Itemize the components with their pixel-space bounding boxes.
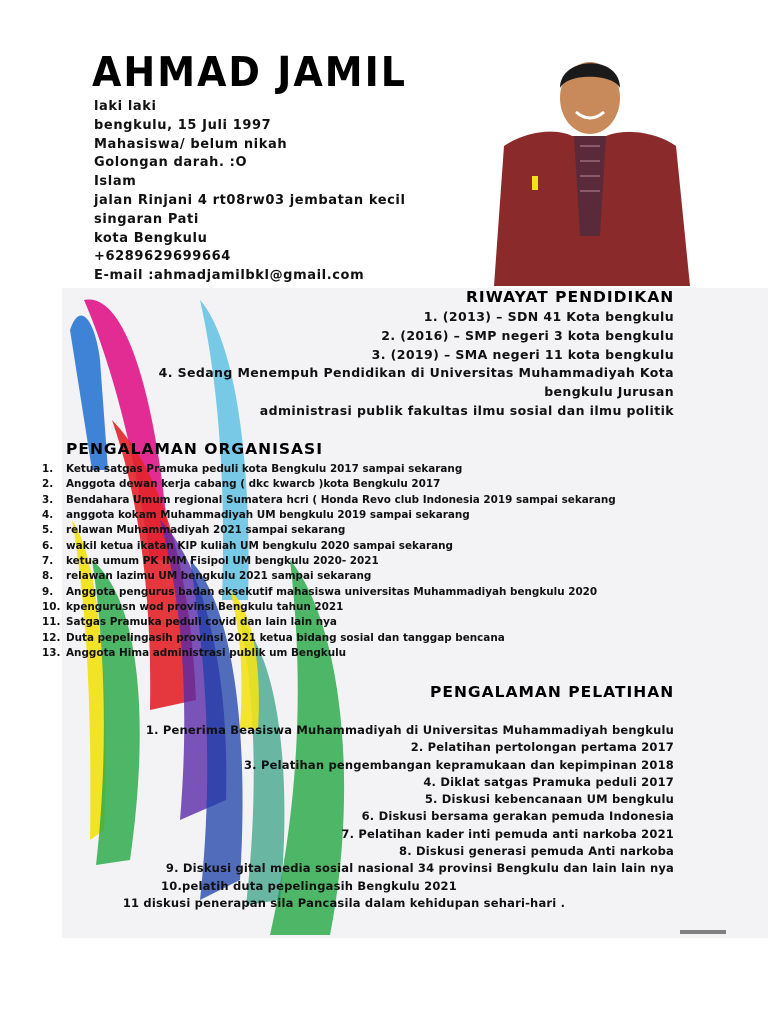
training-item: 5. Diskusi kebencanaan UM bengkulu xyxy=(424,792,674,807)
list-number: 3. xyxy=(42,493,54,506)
list-text: anggota kokam Muhammadiyah UM bengkulu 2019 sampai sekarang xyxy=(66,509,470,522)
training-item: 2. Pelatihan pertolongan pertama 2017 xyxy=(410,740,674,755)
list-text: relawan Muhammadiyah 2021 sampai sekarang xyxy=(66,524,346,537)
detail-address-1: jalan Rinjani 4 rt08rw03 jembatan kecil xyxy=(94,192,406,208)
list-number: 10. xyxy=(42,601,61,614)
list-text: Anggota pengurus badan eksekutif mahasiswa universitas Muhammadiyah bengkulu 2020 xyxy=(66,585,598,598)
education-item: 4. Sedang Menempuh Pendidikan di Universitas Muhammadiyah Kota xyxy=(158,365,674,381)
education-title: RIWAYAT PENDIDIKAN xyxy=(466,288,675,306)
detail-blood-type: Golongan darah. :O xyxy=(94,155,248,171)
education-item: bengkulu Jurusan xyxy=(544,384,674,400)
training-list xyxy=(54,722,674,912)
detail-status: Mahasiswa/ belum nikah xyxy=(94,136,288,152)
list-text: Ketua satgas Pramuka peduli kota Bengkulu 2017 sampai sekarang xyxy=(66,463,463,475)
list-item xyxy=(42,569,616,584)
list-text: ketua umum PK IMM Fisipol UM bengkulu 2020- 2021 xyxy=(66,555,379,568)
list-item xyxy=(42,493,616,508)
personal-details xyxy=(94,98,406,286)
list-number: 2. xyxy=(42,478,54,491)
training-item: 11 diskusi penerapan sila Pancasila dalam kehidupan sehari-hari . xyxy=(122,895,566,910)
list-number: 8. xyxy=(42,570,54,583)
list-number: 7. xyxy=(42,555,54,568)
education-item: 2. (2016) – SMP negeri 3 kota bengkulu xyxy=(381,327,674,343)
detail-phone: +6289629699664 xyxy=(94,249,231,265)
list-item xyxy=(42,646,616,661)
watermark-stamp xyxy=(680,927,728,937)
detail-address-2: singaran Pati xyxy=(94,211,199,227)
education-item: administrasi publik fakultas ilmu sosial dan ilmu politik xyxy=(259,402,674,418)
badge-yellow xyxy=(532,176,538,190)
list-text: Duta pepelingasih provinsi 2021 ketua bidang sosial dan tanggap bencana xyxy=(66,631,505,644)
detail-religion: Islam xyxy=(94,174,137,190)
list-item xyxy=(42,585,616,600)
training-item: 6. Diskusi bersama gerakan pemuda Indonesia xyxy=(361,809,674,824)
training-item: 10.pelatih duta pepelingasih Bengkulu 2021 xyxy=(161,878,457,893)
detail-city: kota Bengkulu xyxy=(94,230,208,246)
list-number: 1. xyxy=(42,463,54,475)
profile-photo xyxy=(476,36,704,288)
list-number: 4. xyxy=(42,509,54,522)
list-item xyxy=(42,462,616,477)
person-name: AHMAD JAMIL xyxy=(92,48,407,96)
list-item xyxy=(42,554,616,569)
organization-title: PENGALAMAN ORGANISASI xyxy=(66,440,323,458)
list-item xyxy=(42,615,616,630)
list-text: Bendahara Umum regional Sumatera hcri ( Honda Revo club Indonesia 2019 sampai sekarang xyxy=(66,493,616,506)
list-text: Anggota dewan kerja cabang ( dkc kwarcb )kota Bengkulu 2017 xyxy=(66,478,441,491)
training-item: 3. Pelatihan pengembangan kepramukaan dan kepimpinan 2018 xyxy=(243,757,674,772)
list-number: 9. xyxy=(42,585,54,598)
list-text: Satgas Pramuka peduli covid dan lain lain nya xyxy=(66,616,337,629)
list-item xyxy=(42,631,616,646)
list-number: 5. xyxy=(42,524,54,537)
list-number: 12. xyxy=(42,631,61,644)
education-list xyxy=(114,308,674,421)
list-item xyxy=(42,523,616,538)
list-number: 6. xyxy=(42,539,54,552)
training-title: PENGALAMAN PELATIHAN xyxy=(430,683,675,701)
organization-list xyxy=(42,462,616,661)
list-number: 11. xyxy=(42,616,61,629)
training-item: 7. Pelatihan kader inti pemuda anti narkoba 2021 xyxy=(341,826,674,841)
detail-gender: laki laki xyxy=(94,99,157,114)
list-text: wakil ketua ikatan KIP kuliah UM bengkulu 2020 sampai sekarang xyxy=(66,539,453,552)
list-item xyxy=(42,508,616,523)
detail-birth: bengkulu, 15 Juli 1997 xyxy=(94,117,272,133)
list-item xyxy=(42,477,616,492)
training-item: 1. Penerima Beasiswa Muhammadiyah di Universitas Muhammadiyah bengkulu xyxy=(145,723,674,737)
list-item xyxy=(42,600,616,615)
training-item: 4. Diklat satgas Pramuka peduli 2017 xyxy=(423,774,674,789)
list-item xyxy=(42,539,616,554)
education-item: 3. (2019) – SMA negeri 11 kota bengkulu xyxy=(371,346,674,362)
list-text: kpengurusn wod provinsi Bengkulu tahun 2021 xyxy=(66,601,344,614)
list-number: 13. xyxy=(42,647,61,660)
education-item: 1. (2013) – SDN 41 Kota bengkulu xyxy=(423,309,674,324)
detail-email: E-mail :ahmadjamilbkl@gmail.com xyxy=(94,268,365,284)
training-item: 8. Diskusi generasi pemuda Anti narkoba xyxy=(399,844,674,859)
training-item: 9. Diskusi gital media sosial nasional 34 provinsi Bengkulu dan lain lain nya xyxy=(165,861,674,876)
list-text: Anggota Hima administrasi publik um Bengkulu xyxy=(66,647,347,660)
list-text: relawan lazimu UM bengkulu 2021 sampai sekarang xyxy=(66,570,372,583)
